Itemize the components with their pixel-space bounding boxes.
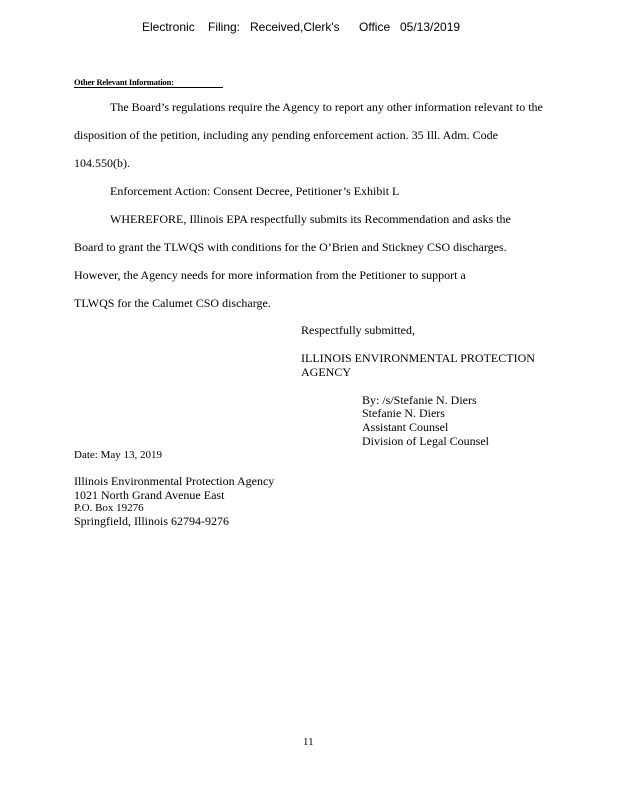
address-line-3: P.O. Box 19276: [74, 502, 144, 514]
section-heading-underline: [74, 87, 223, 88]
paragraph-3-line-4: TLWQS for the Calumet CSO discharge.: [74, 296, 271, 310]
section-heading: Other Relevant Information:: [74, 77, 174, 87]
header-filing: Filing:: [208, 20, 241, 34]
signer-division: Division of Legal Counsel: [362, 434, 489, 448]
header-electronic: Electronic: [142, 20, 195, 34]
page-number: 11: [303, 736, 314, 748]
address-line-4: Springfield, Illinois 62794-9276: [74, 514, 229, 528]
signature-by-line: By: /s/Stefanie N. Diers: [362, 393, 477, 407]
address-line-1: Illinois Environmental Protection Agency: [74, 474, 275, 488]
date-line: Date: May 13, 2019: [74, 449, 162, 461]
paragraph-1-line-1: The Board’s regulations require the Agency to report any other information relevant to the: [110, 100, 543, 114]
signer-name: Stefanie N. Diers: [362, 406, 445, 420]
agency-line-2: AGENCY: [301, 365, 351, 379]
signer-title: Assistant Counsel: [362, 420, 449, 434]
paragraph-1-line-3: 104.550(b).: [74, 156, 130, 170]
agency-line-1: ILLINOIS ENVIRONMENTAL PROTECTION: [301, 351, 535, 365]
paragraph-3-line-2: Board to grant the TLWQS with conditions for the O’Brien and Stickney CSO discharges.: [74, 240, 507, 254]
header-date: 05/13/2019: [400, 20, 461, 34]
paragraph-3-line-3: However, the Agency needs for more information from the Petitioner to support a: [74, 268, 466, 282]
paragraph-1-line-2: disposition of the petition, including any pending enforcement action. 35 Ill. Adm. Code: [74, 128, 498, 142]
header-office: Office: [359, 20, 391, 34]
paragraph-3-line-1: WHEREFORE, Illinois EPA respectfully submits its Recommendation and asks the: [110, 212, 511, 226]
paragraph-2-line-1: Enforcement Action: Consent Decree, Petitioner’s Exhibit L: [110, 184, 400, 198]
address-line-2: 1021 North Grand Avenue East: [74, 488, 225, 502]
closing: Respectfully submitted,: [301, 323, 415, 337]
header-received: Received,Clerk's: [250, 20, 340, 34]
